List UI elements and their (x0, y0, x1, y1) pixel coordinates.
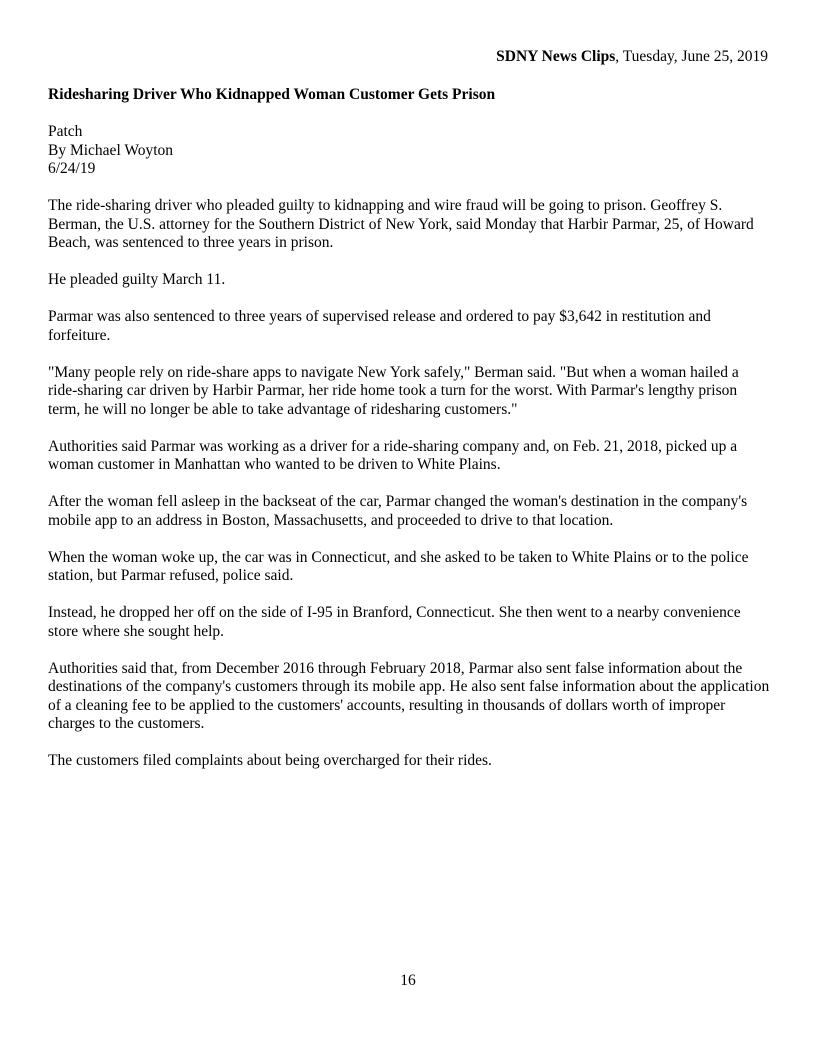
article-paragraph: Instead, he dropped her off on the side of I-95 in Branford, Connecticut. She then went to a nearby convenience store where she sought help. (48, 604, 741, 640)
page-header (496, 48, 768, 67)
article-paragraph: Authorities said that, from December 2016 through February 2018, Parmar also sent false information about the destinations of the company's customers through its mobile app. He also sent false information about the application of a cleaning fee to be applied to the customers' accounts, resulting in thousands of dollars worth of improper charges to the customers. (48, 659, 770, 732)
article-paragraph: After the woman fell asleep in the backseat of the car, Parmar changed the woman's destination in the company's mobile app to an address in Boston, Massachusetts, and proceeded to drive to that location. (48, 493, 748, 529)
publication-name: SDNY News Clips (496, 48, 616, 65)
article-meta (48, 123, 770, 179)
article-paragraph: Authorities said Parmar was working as a driver for a ride-sharing company and, on Feb. 21, 2018, picked up a woman customer in Manhattan who wanted to be driven to White Plains. (48, 437, 738, 473)
article-byline: By Michael Woyton (48, 141, 174, 159)
article-date: 6/24/19 (48, 160, 96, 177)
article-paragraph: When the woman woke up, the car was in Connecticut, and she asked to be taken to White Plains or to the police station, but Parmar refused, police said. (48, 548, 749, 584)
article-paragraph: Parmar was also sentenced to three years of supervised release and ordered to pay $3,642 in restitution and forfeiture. (48, 308, 711, 344)
page-number: 16 (400, 972, 416, 989)
article-paragraph: The ride-sharing driver who pleaded guilty to kidnapping and wire fraud will be going to prison. Geoffrey S. Berman, the U.S. attorney for the Southern District of New York, said Monday that Harbir Parmar, 25, of Howard Beach, was sentenced to three years in prison. (48, 197, 754, 251)
header-date: , Tuesday, June 25, 2019 (615, 48, 768, 65)
article-paragraph: The customers filed complaints about being overcharged for their rides. (48, 752, 492, 769)
article (48, 86, 770, 789)
article-source: Patch (48, 123, 83, 140)
article-title: Ridesharing Driver Who Kidnapped Woman Customer Gets Prison (48, 86, 496, 103)
article-paragraph: "Many people rely on ride-share apps to navigate New York safely," Berman said. "But when a woman hailed a ride-sharing car driven by Harbir Parmar, her ride home took a turn for the worst. With Parmar's lengthy prison term, he will no longer be able to take advantage of ridesharing customers." (48, 363, 739, 418)
article-paragraph: He pleaded guilty March 11. (48, 271, 226, 288)
